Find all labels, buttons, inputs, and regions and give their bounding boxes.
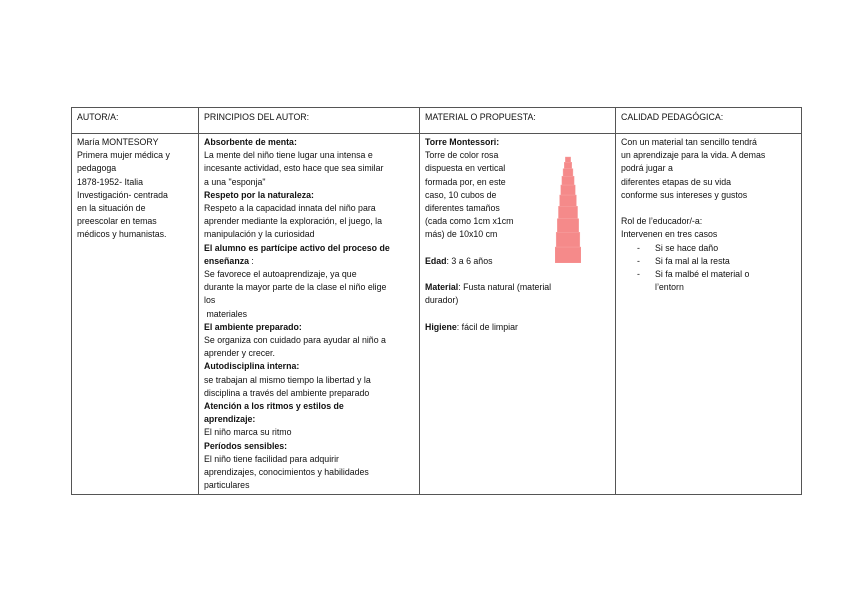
principle-text: los [204, 295, 216, 306]
principle-text: manipulación y la curiosidad [204, 229, 315, 240]
pink-tower-cube [562, 176, 574, 185]
author-line: Primera mujer médica y [77, 150, 170, 161]
material-desc: diferentes tamaños [425, 203, 500, 214]
list-item: - Si fa malbé el material o [637, 269, 750, 280]
principle-text: incesante actividad, esto hace que sea similar [204, 163, 384, 174]
pink-tower-cube [565, 157, 570, 162]
material-desc: más) de 10x10 cm [425, 229, 498, 240]
quality-text: Con un material tan sencillo tendrá [621, 137, 757, 147]
quality-text: conforme sus intereses y gustos [621, 189, 748, 200]
age-line [425, 255, 611, 268]
material-value: : Fusta natural (material [458, 282, 552, 293]
role-title: Rol de l’educador/-a: [621, 216, 703, 227]
principle-text: El niño marca su ritmo [204, 427, 292, 438]
principle-text: Respeto a la capacidad innata del niño para [204, 203, 376, 214]
principle-text: durante la mayor parte de la clase el niño elige [204, 282, 387, 293]
hygiene-value: : fácil de limpiar [456, 321, 518, 332]
author-cell [72, 134, 199, 495]
principle-title: Respeto por la naturaleza: [204, 189, 314, 200]
principles-cell [199, 134, 420, 495]
author-line: Investigación- centrada [77, 189, 168, 200]
quality-text: diferentes etapas de su vida [621, 176, 732, 187]
principle-title-wrap [204, 255, 415, 268]
pink-tower-cubes [555, 157, 581, 263]
principle-text: a una "esponja" [204, 176, 266, 187]
author-line: preescolar en temas [77, 216, 157, 227]
principle-title: El alumno es partícipe activo del proceso de [204, 242, 390, 253]
material-desc: (cada como 1cm x1cm [425, 216, 514, 227]
list-item: - Si se hace daño [637, 242, 719, 253]
principle-text: particulares [204, 480, 250, 491]
quality-text: podrá jugar a [621, 163, 673, 174]
content-row [72, 134, 802, 495]
age-value: : 3 a 6 años [446, 255, 493, 266]
principle-text: aprender y crecer. [204, 348, 275, 359]
principle-text: La mente del niño tiene lugar una intensa e [204, 150, 373, 161]
principle-title-suffix: : [248, 255, 254, 266]
pedagogy-table [71, 107, 802, 495]
pink-tower-image [555, 149, 581, 263]
quality-text: un aprendizaje para la vida. A demas [621, 150, 766, 161]
material-value: durador) [425, 295, 459, 306]
material-desc: formada por, en este [425, 176, 506, 187]
principle-text: disciplina a través del ambiente preparado [204, 387, 370, 398]
pink-tower-cube [558, 206, 577, 218]
author-line: pedagoga [77, 163, 117, 174]
principle-title: Atención a los ritmos y estilos de [204, 401, 344, 412]
header-principles: PRINCIPIOS DEL AUTOR: [199, 108, 420, 134]
principle-title: Absorbente de menta: [204, 137, 297, 147]
principle-title: Autodisciplina interna: [204, 361, 300, 372]
principle-title: Períodos sensibles: [204, 440, 288, 451]
pink-tower-cube [557, 219, 578, 233]
material-desc: caso, 10 cubos de [425, 189, 497, 200]
list-item-continued: l’entorn [655, 282, 684, 293]
age-label: Edad [425, 255, 447, 266]
pink-tower-cube [556, 232, 580, 247]
pink-tower-cube [563, 169, 573, 177]
material-label: Material [425, 282, 459, 293]
hygiene-label: Higiene [425, 321, 457, 332]
principle-text: Se favorece el autoaprendizaje, ya que [204, 269, 357, 280]
header-author: AUTOR/A: [72, 108, 199, 134]
quality-cell [616, 134, 802, 495]
role-intro: Intervenen en tres casos [621, 229, 718, 240]
material-desc: dispuesta en vertical [425, 163, 506, 174]
pink-tower-cube [560, 195, 577, 206]
principle-title: enseñanza [204, 255, 249, 266]
author-dates: 1878-1952- Italia [77, 176, 144, 187]
author-line: médicos y humanistas. [77, 229, 167, 240]
principle-title: aprendizaje: [204, 414, 256, 425]
header-row [72, 108, 802, 134]
author-line: en la situación de [77, 203, 146, 214]
header-quality: CALIDAD PEDAGÓGICA: [616, 108, 802, 134]
principle-text: materiales [204, 308, 248, 319]
principle-text: El niño tiene facilidad para adquirir [204, 453, 339, 464]
pink-tower-cube [564, 162, 572, 168]
principle-text: se trabajan al mismo tiempo la libertad y la [204, 374, 371, 385]
author-name: María MONTESORY [77, 137, 159, 147]
pink-tower-cube [555, 247, 581, 263]
list-item: - Si fa mal al la resta [637, 255, 730, 266]
principle-text: Se organiza con cuidado para ayudar al niño a [204, 335, 386, 346]
principle-text: aprender mediante la exploración, el juego, la [204, 216, 383, 227]
pink-tower-cube [561, 185, 576, 195]
material-line [425, 281, 611, 294]
principle-text: aprendizajes, conocimientos y habilidades [204, 467, 369, 478]
material-desc: Torre de color rosa [425, 150, 499, 161]
material-title: Torre Montessori: [425, 137, 500, 147]
material-cell [420, 134, 616, 495]
hygiene-line [425, 321, 611, 334]
principle-title: El ambiente preparado: [204, 321, 302, 332]
header-material: MATERIAL O PROPUESTA: [420, 108, 616, 134]
